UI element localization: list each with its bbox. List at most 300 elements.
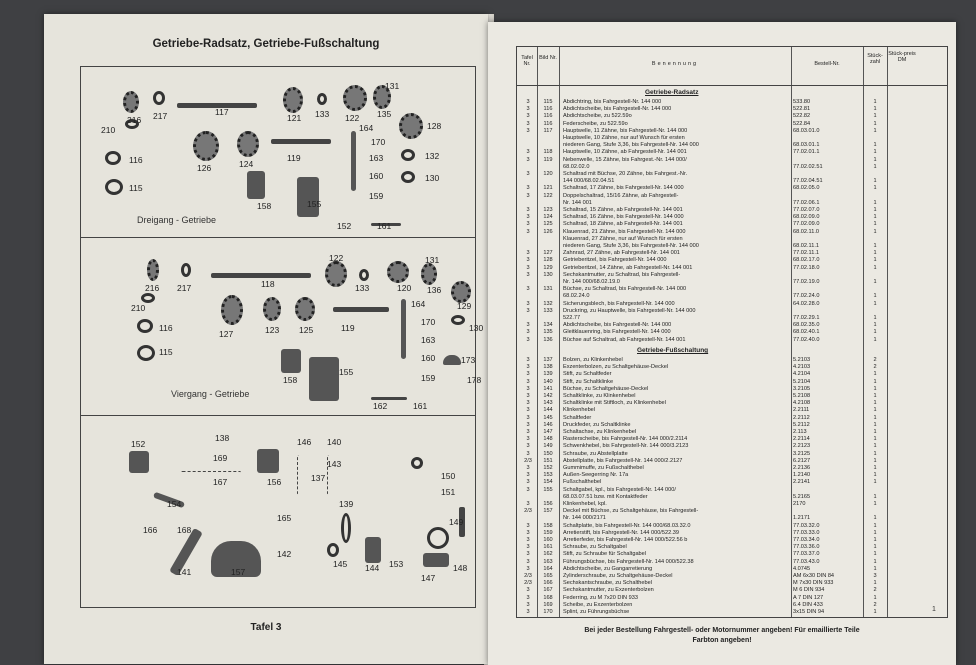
cell-stueckzahl: 1: [873, 207, 877, 213]
cell-tafel: 3: [526, 529, 530, 536]
cell-bestell-nr: 5.2165: [793, 493, 811, 500]
part-number: 141: [177, 567, 192, 577]
klinkenhebel-part: [365, 537, 381, 563]
table-row: [517, 272, 947, 279]
cell-stueckzahl: 1: [873, 279, 877, 285]
table-row: [517, 315, 947, 322]
cell-benennung: Hauptwelle, 10 Zähne, ab Fahrgestell-Nr. 144 001: [563, 149, 687, 156]
cell-bild: 166: [543, 580, 553, 587]
diagram-frame: [80, 66, 484, 608]
cell-bild: 147: [543, 429, 553, 435]
cell-tafel: 3: [526, 609, 530, 615]
cell-benennung: 68.02.02.0: [563, 163, 590, 170]
table-row: [517, 379, 947, 386]
table-row: [517, 128, 947, 135]
table-row: [517, 135, 947, 142]
cell-benennung: Schaltfeder: [563, 414, 592, 421]
cell-benennung: Schaltklinke, zu Klinkenhebel: [563, 393, 636, 399]
cell-bild: 132: [543, 300, 553, 307]
cell-tafel: 3: [526, 214, 530, 221]
table-row: [517, 357, 947, 364]
ring-part: [411, 457, 423, 469]
table-row: [517, 544, 947, 551]
cell-benennung: 522.77: [563, 315, 581, 321]
cell-benennung: Büchse, zu Schaltgehäuse-Deckel: [563, 385, 649, 392]
part-number: 155: [307, 199, 322, 209]
cell-benennung: Sechskantmutter, zu Schaltrad, bis Fahrgestell-: [563, 271, 681, 278]
cell-stueckzahl: 1: [873, 293, 877, 300]
cell-stueckzahl: 1: [873, 300, 877, 307]
cell-stueckzahl: 1: [873, 185, 877, 192]
cell-bild: 141: [543, 385, 553, 392]
fork-part: [281, 349, 301, 373]
cell-bild: 167: [543, 587, 553, 594]
cell-tafel: 3: [526, 300, 530, 307]
cell-bestell-nr: 522.82: [793, 113, 811, 120]
cell-bestell-nr: 77.03.32.0: [793, 522, 820, 529]
part-number: 163: [421, 335, 436, 345]
cell-tafel: 3: [526, 385, 530, 392]
cell-tafel: 3: [526, 407, 530, 414]
cell-bestell-nr: 3.2105: [793, 385, 811, 392]
cell-bestell-nr: 77.02.40.0: [793, 336, 820, 343]
cell-bestell-nr: 3x15 DIN 94: [793, 609, 825, 615]
cell-bild: 131: [543, 286, 553, 293]
part-number: 164: [359, 123, 374, 133]
cell-stueckzahl: 1: [873, 515, 877, 522]
cell-bild: 118: [543, 149, 553, 156]
page-number: 1: [932, 606, 936, 613]
cell-stueckzahl: 1: [873, 99, 877, 105]
cell-benennung: Schaltrad, 18 Zähne, ab Fahrgestell-Nr. 144 001: [563, 221, 683, 228]
cell-bild: 152: [543, 465, 553, 471]
cell-benennung: Abdichtring, bis Fahrgestell-Nr. 144 000: [563, 99, 662, 105]
cell-bild: 163: [543, 558, 553, 565]
cell-benennung: Klauenrad, 21 Zähne, bis Fahrgestell-Nr. 144 000: [563, 228, 686, 235]
table-row: [517, 609, 947, 616]
lever-part: [257, 449, 279, 473]
cell-bild: 134: [543, 322, 553, 329]
header-bestell: Bestell-Nr.: [814, 61, 840, 67]
cell-benennung: Hauptwelle, 10 Zähne, nur auf Wunsch für ersten: [563, 135, 685, 141]
part-number: 210: [131, 303, 146, 313]
cell-benennung: Sechskantschraube, zu Schalthebel: [563, 580, 652, 587]
cell-stueckzahl: 1: [873, 594, 877, 601]
table-row: [517, 322, 947, 329]
shaft-part: [211, 273, 311, 278]
plate-caption: Tafel 3: [250, 622, 282, 633]
cell-benennung: Klinkenhebel, kpl.: [563, 501, 607, 507]
cell-bild: 138: [543, 364, 553, 371]
cell-bestell-nr: 77.03.33.0: [793, 529, 820, 536]
cell-benennung: Federring, zu M 7x20 DIN 933: [563, 594, 638, 601]
left-page: [44, 14, 488, 664]
table-row: [517, 393, 947, 400]
cell-bild: 158: [543, 522, 553, 529]
table-row: [517, 580, 947, 587]
cell-tafel: 3: [526, 120, 530, 127]
part-number: 159: [421, 373, 436, 383]
table-row: [517, 364, 947, 371]
table-row: [517, 207, 947, 214]
cell-benennung: Abstellplatte, bis Fahrgestell-Nr. 144 000/2.2127: [563, 457, 683, 464]
gear-part: [263, 297, 281, 321]
cell-stueckzahl: 1: [873, 178, 877, 185]
section-title-radsatz: Getriebe-Radsatz: [645, 89, 699, 96]
cell-benennung: Nebenwelle, 15 Zähne, bis Fahrgest.-Nr. 144 000/: [563, 156, 687, 163]
part-number: 137: [311, 473, 326, 483]
table-row: [517, 443, 947, 450]
cell-stueckzahl: 1: [873, 257, 877, 264]
cell-stueckzahl: 1: [873, 385, 877, 392]
table-row: [517, 308, 947, 315]
table-row: [517, 429, 947, 436]
cell-benennung: niederen Gang, Stufe 3,36, bis Fahrgestell-Nr. 144 000: [563, 243, 699, 249]
cell-stueckzahl: 1: [873, 457, 877, 464]
cell-bestell-nr: 4.0745: [793, 565, 811, 572]
part-number: 146: [297, 437, 312, 447]
part-number: 117: [215, 107, 229, 117]
part-number: 138: [215, 433, 230, 443]
cell-benennung: 68.03.07.51 bzw. mit Kontaktfeder: [563, 493, 648, 500]
shaft-part: [333, 307, 389, 312]
cell-benennung: Deckel mit Büchse, zu Schaltgehäuse, bis Fahrgestell-: [563, 508, 699, 515]
cell-tafel: 3: [526, 522, 530, 529]
part-number: 165: [277, 513, 292, 523]
table-row: [517, 185, 947, 192]
table-row: [517, 178, 947, 185]
cell-bild: 160: [543, 537, 553, 543]
header-preis: Stück-preis DM: [888, 51, 916, 64]
cell-bestell-nr: 77.02.04.51: [793, 178, 823, 185]
bolt-part: [181, 471, 241, 474]
cell-bestell-nr: 2.2112: [793, 414, 810, 421]
cell-benennung: Scheibe, zu Exzenterbolzen: [563, 601, 633, 608]
cell-bild: 121: [543, 185, 553, 192]
table-row: [517, 157, 947, 164]
part-number: 142: [277, 549, 292, 559]
cell-benennung: Getrieberitzel, bis Fahrgestell-Nr. 144 000: [563, 257, 667, 264]
part-number: 161: [413, 401, 428, 411]
cell-tafel: 3: [526, 486, 530, 493]
cell-benennung: Sechskantmutter, zu Exzenterbolzen: [563, 587, 654, 594]
cell-benennung: Druckfeder, zu Schaltklinke: [563, 421, 631, 428]
cell-stueckzahl: 1: [873, 106, 877, 113]
cell-tafel: 3: [526, 378, 530, 385]
table-row: [517, 501, 947, 508]
cell-stueckzahl: 1: [873, 142, 877, 149]
cell-bild: 116: [543, 106, 553, 113]
cell-bild: 120: [543, 171, 553, 177]
table-row: [517, 407, 947, 414]
cell-benennung: Schaltrad, 17 Zähne, bis Fahrgestell-Nr. 144 000: [563, 185, 684, 192]
gear-part: [283, 87, 303, 113]
table-row: [517, 265, 947, 272]
cell-stueckzahl: 1: [873, 371, 877, 378]
cell-benennung: Klinkenhebel: [563, 407, 596, 414]
cell-bestell-nr: 77.02.18.0: [793, 264, 820, 271]
cell-bestell-nr: 5.2103: [793, 357, 811, 363]
part-number: 216: [127, 115, 142, 125]
table-row: [517, 301, 947, 308]
header-bild: Bild Nr.: [539, 55, 557, 61]
table-row: [517, 193, 947, 200]
part-number: 122: [329, 253, 344, 263]
cell-benennung: Federscheibe, zu 522.59o: [563, 120, 628, 127]
washer-part: [137, 345, 155, 361]
cell-stueckzahl: 1: [873, 429, 877, 435]
part-number: 159: [369, 191, 384, 201]
rod-part: [401, 299, 406, 359]
cell-benennung: Doppelschaltrad, 15/16 Zähne, ab Fahrgestell-: [563, 192, 679, 199]
cell-tafel: 3: [526, 149, 530, 156]
cell-stueckzahl: 1: [873, 214, 877, 221]
cell-tafel: 3: [526, 601, 530, 608]
panel-label: Dreigang - Getriebe: [137, 215, 217, 225]
part-number: 136: [427, 285, 442, 295]
cell-tafel: 3: [526, 501, 530, 507]
cell-bild: 122: [543, 192, 553, 199]
panel-divider: [81, 415, 475, 416]
table-row: [517, 551, 947, 558]
cell-tafel: 3: [526, 393, 530, 399]
cell-stueckzahl: 1: [873, 501, 877, 507]
part-number: 150: [441, 471, 456, 481]
cell-stueckzahl: 1: [873, 580, 877, 587]
part-number: 210: [101, 125, 116, 135]
cell-stueckzahl: 1: [873, 336, 877, 343]
cell-tafel: 3: [526, 472, 530, 479]
part-number: 163: [369, 153, 384, 163]
cell-stueckzahl: 1: [873, 378, 877, 385]
cell-bestell-nr: 77.03.36.0: [793, 544, 820, 551]
cell-bild: 146: [543, 421, 553, 428]
cell-bild: 117: [543, 127, 553, 134]
cell-bild: 116: [543, 120, 553, 127]
cell-tafel: 3: [526, 185, 530, 192]
cell-benennung: Arretierstift, bis Fahrgestell-Nr. 144 000/522.39: [563, 529, 679, 536]
cell-benennung: Schaltrad, 16 Zähne, bis Fahrgestell-Nr. 144 000: [563, 214, 684, 221]
cell-stueckzahl: 1: [873, 221, 877, 228]
cell-tafel: 3: [526, 286, 530, 293]
part-number: 166: [143, 525, 158, 535]
table-row: [517, 142, 947, 149]
cell-stueckzahl: 1: [873, 522, 877, 529]
part-number: 122: [345, 113, 360, 123]
ring-part: [317, 93, 327, 105]
part-number: 125: [299, 325, 314, 335]
cell-stueckzahl: 1: [873, 414, 877, 421]
gear-part: [193, 131, 219, 161]
cell-benennung: Nr. 144 000/2171: [563, 515, 606, 522]
table-row: [517, 479, 947, 486]
panel-label: Viergang - Getriebe: [171, 389, 250, 399]
cell-bestell-nr: 68.02.05.0: [793, 185, 820, 192]
fork-part: [297, 177, 322, 217]
table-header: [517, 47, 947, 86]
cell-tafel: 2/3: [524, 457, 532, 464]
cell-benennung: niederen Gang, Stufe 3,36, bis Fahrgestell-Nr. 144 000: [563, 142, 699, 149]
cell-bild: 155: [543, 486, 553, 493]
table-row: [517, 293, 947, 300]
cell-stueckzahl: 1: [873, 264, 877, 271]
part-number: 139: [339, 499, 354, 509]
cell-tafel: 3: [526, 429, 530, 435]
cell-bestell-nr: M 7x30 DIN 933: [793, 580, 834, 587]
part-number: 131: [385, 81, 400, 91]
cell-stueckzahl: 1: [873, 120, 877, 127]
ring-part: [327, 543, 339, 557]
part-number: 154: [167, 499, 182, 509]
cell-benennung: Führungsbüchse, bis Fahrgestell-Nr. 144 000/522.38: [563, 558, 694, 565]
cell-bild: 161: [543, 544, 553, 551]
gear-part: [387, 261, 409, 283]
table-row: [517, 508, 947, 515]
part-number: 152: [131, 439, 146, 449]
table-row: [517, 229, 947, 236]
cell-bild: 168: [543, 594, 553, 601]
cell-bestell-nr: AM 6x30 DIN 84: [793, 573, 835, 579]
cell-bestell-nr: 522.84: [793, 120, 811, 127]
cell-bild: 165: [543, 573, 553, 579]
cell-tafel: 3: [526, 336, 530, 343]
fork-part: [247, 171, 265, 199]
table-row: [517, 515, 947, 522]
cell-bestell-nr: 77.02.06.1: [793, 199, 820, 206]
cell-bestell-nr: 6.2127: [793, 457, 811, 464]
part-number: 133: [315, 109, 330, 119]
cell-benennung: Exzenterbolzen, zu Schaltgehäuse-Deckel: [563, 364, 669, 371]
cell-bild: 157: [543, 508, 553, 515]
cell-tafel: 3: [526, 99, 530, 105]
gear-part: [343, 85, 367, 111]
cell-bestell-nr: 2.2123: [793, 443, 811, 450]
cell-bild: 119: [543, 156, 553, 163]
cell-stueckzahl: 1: [873, 472, 877, 479]
cell-stueckzahl: 1: [873, 127, 877, 134]
cell-benennung: Arretierfeder, bis Fahrgestell-Nr. 144 000/522.56 b: [563, 537, 688, 543]
part-number: 156: [267, 477, 282, 487]
table-row: [517, 458, 947, 465]
cell-stueckzahl: 2: [873, 601, 877, 608]
cell-bild: 169: [543, 601, 553, 608]
cell-benennung: 144 000/68.02.04.51: [563, 178, 615, 185]
cell-bild: 116: [543, 113, 553, 120]
gear-part: [421, 263, 437, 285]
part-number: 153: [389, 559, 404, 569]
footer-note: [488, 626, 956, 646]
cell-benennung: Gleitklauenring, bis Fahrgestell-Nr. 144 000: [563, 329, 671, 336]
cell-stueckzahl: 1: [873, 163, 877, 170]
part-number: 158: [257, 201, 272, 211]
cell-benennung: Gummimuffe, zu Fußschalthebel: [563, 465, 644, 471]
cell-bestell-nr: 64.02.28.0: [793, 300, 820, 307]
cell-tafel: 3: [526, 221, 530, 228]
cell-tafel: 3: [526, 192, 530, 199]
cell-benennung: Abdichtscheibe, bis Fahrgestell-Nr. 144 000: [563, 322, 672, 329]
part-number: 135: [377, 109, 392, 119]
cell-bestell-nr: 6.4 DIN 433: [793, 601, 823, 608]
cell-tafel: 3: [526, 364, 530, 371]
cell-bild: 127: [543, 250, 553, 257]
table-row: [517, 436, 947, 443]
table-row: [517, 279, 947, 286]
part-number: 158: [283, 375, 298, 385]
part-number: 123: [265, 325, 280, 335]
cell-bild: 150: [543, 450, 553, 457]
table-row: [517, 286, 947, 293]
part-number: 162: [373, 401, 388, 411]
cell-stueckzahl: 3: [873, 573, 877, 579]
cell-bestell-nr: 77.02.07.0: [793, 207, 820, 213]
table-row: [517, 200, 947, 207]
table-row: [517, 494, 947, 501]
part-number: 118: [261, 279, 275, 289]
cell-stueckzahl: 1: [873, 400, 877, 407]
clip-part: [443, 355, 461, 365]
cell-tafel: 3: [526, 587, 530, 594]
cell-stueckzahl: 1: [873, 450, 877, 457]
cell-tafel: 2/3: [524, 580, 532, 587]
part-number: 148: [453, 563, 468, 573]
cell-tafel: 3: [526, 156, 530, 163]
cell-tafel: 3: [526, 443, 530, 450]
cell-benennung: Rasterscheibe, bis Fahrgestell-Nr. 144 000/2.2114: [563, 436, 688, 443]
cell-tafel: 3: [526, 113, 530, 120]
table-row: [517, 250, 947, 257]
cell-bestell-nr: 77.02.19.0: [793, 279, 820, 285]
cell-bestell-nr: 77.03.34.0: [793, 537, 820, 543]
table-row: [517, 386, 947, 393]
disc-part: [427, 527, 449, 549]
part-number: 145: [333, 559, 348, 569]
table-row: [517, 121, 947, 128]
gear-part: [295, 297, 315, 321]
cell-stueckzahl: 1: [873, 544, 877, 551]
cell-bestell-nr: 3.2125: [793, 450, 811, 457]
pin-part: [297, 455, 301, 495]
cell-bestell-nr: 68.02.11.1: [793, 243, 820, 249]
part-number: 119: [341, 323, 355, 333]
cell-tafel: 3: [526, 264, 530, 271]
cell-stueckzahl: 1: [873, 113, 877, 120]
cell-tafel: 3: [526, 271, 530, 278]
part-number: 143: [327, 459, 342, 469]
cell-bild: 144: [543, 407, 553, 414]
cell-benennung: Nr. 144 001: [563, 199, 592, 206]
part-number: 126: [197, 163, 212, 173]
cell-benennung: Abdichtscheibe, zu Gangarretierung: [563, 565, 653, 572]
cell-benennung: Schraube, zu Abstellplatte: [563, 450, 628, 457]
part-number: 124: [239, 159, 254, 169]
table-row: [517, 559, 947, 566]
ring-part: [451, 315, 465, 325]
cell-tafel: 2/3: [524, 508, 532, 515]
cell-bestell-nr: 5.2112: [793, 421, 810, 428]
cell-benennung: Zylinderschraube, zu Schaltgehäuse-Deckel: [563, 573, 673, 579]
part-number: 147: [421, 573, 436, 583]
cell-bestell-nr: 5.2108: [793, 393, 811, 399]
cell-bild: 137: [543, 357, 553, 363]
cell-tafel: 3: [526, 565, 530, 572]
cell-bestell-nr: 2.2136: [793, 465, 811, 471]
cell-bestell-nr: 2.2141: [793, 479, 811, 486]
cell-benennung: Schaltrad mit Büchse, 20 Zähne, bis Fahrgest.-Nr.: [563, 171, 688, 177]
table-row: [517, 329, 947, 336]
part-number: 170: [421, 317, 436, 327]
cell-benennung: Druckring, zu Hauptwelle, bis Fahrgestell-Nr. 144 000: [563, 307, 696, 314]
washer-part: [105, 179, 123, 195]
